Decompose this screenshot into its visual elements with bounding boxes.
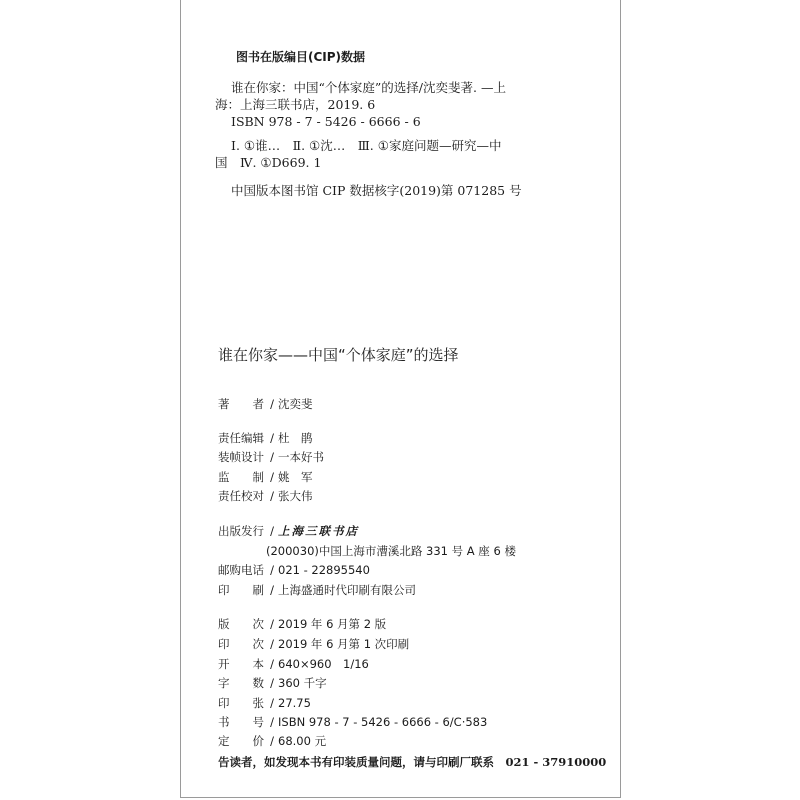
spec-row-price bbox=[218, 733, 326, 749]
spec-row-sheets bbox=[218, 695, 311, 711]
cip-line-title: 谁在你家：中国“个体家庭”的选择/沈奕斐著. —上 bbox=[231, 80, 506, 95]
row-label: 印 次 bbox=[218, 637, 264, 651]
phone-row bbox=[218, 562, 370, 578]
row-label: 印 刷 bbox=[218, 583, 264, 597]
row-value: 2019 年 6 月第 2 版 bbox=[278, 617, 387, 631]
row-label: 印 张 bbox=[218, 696, 264, 710]
row-label: 书 号 bbox=[218, 715, 264, 729]
row-label: 责任校对 bbox=[218, 489, 264, 503]
separator: / bbox=[270, 734, 274, 748]
cip-line-isbn: ISBN 978 - 7 - 5426 - 6666 - 6 bbox=[231, 114, 421, 129]
separator: / bbox=[270, 563, 274, 577]
author-row bbox=[218, 396, 313, 412]
cip-line-classification: 国 Ⅳ. ①D669. 1 bbox=[215, 155, 322, 170]
row-value: 27.75 bbox=[278, 696, 311, 710]
separator: / bbox=[270, 583, 274, 597]
staff-row-editor bbox=[218, 430, 313, 446]
separator: / bbox=[270, 397, 274, 411]
separator: / bbox=[270, 524, 274, 538]
row-label: 著 者 bbox=[218, 397, 264, 411]
staff-row-design bbox=[218, 449, 324, 465]
separator: / bbox=[270, 657, 274, 671]
row-label: 监 制 bbox=[218, 470, 264, 484]
spec-row-format bbox=[218, 656, 369, 672]
separator: / bbox=[270, 431, 274, 445]
staff-row-proofreader bbox=[218, 488, 313, 504]
separator: / bbox=[270, 450, 274, 464]
row-label: 出版发行 bbox=[218, 524, 264, 538]
printer-row bbox=[218, 582, 416, 598]
row-label: 邮购电话 bbox=[218, 563, 264, 577]
row-label: 开 本 bbox=[218, 657, 264, 671]
row-label: 装帧设计 bbox=[218, 450, 264, 464]
cip-heading: 图书在版编目(CIP)数据 bbox=[236, 50, 366, 64]
staff-row-supervisor bbox=[218, 469, 313, 485]
row-value: 640×960 1/16 bbox=[278, 657, 369, 671]
spec-row-word-count bbox=[218, 675, 327, 691]
book-title: 谁在你家——中国“个体家庭”的选择 bbox=[218, 346, 459, 364]
separator: / bbox=[270, 715, 274, 729]
row-label: 定 价 bbox=[218, 734, 264, 748]
printer-name: 上海盛通时代印刷有限公司 bbox=[278, 583, 416, 597]
publisher-logo-text: 上海三联书店 bbox=[278, 524, 359, 538]
row-value: 68.00 元 bbox=[278, 734, 327, 748]
row-value: 一本好书 bbox=[278, 450, 324, 464]
separator: / bbox=[270, 696, 274, 710]
spec-row-edition bbox=[218, 616, 386, 632]
separator: / bbox=[270, 637, 274, 651]
row-value: 杜 鹃 bbox=[278, 431, 313, 445]
publisher-address: (200030)中国上海市漕溪北路 331 号 A 座 6 楼 bbox=[266, 544, 516, 558]
separator: / bbox=[270, 617, 274, 631]
row-value: 张大伟 bbox=[278, 489, 313, 503]
row-label: 责任编辑 bbox=[218, 431, 264, 445]
row-value: ISBN 978 - 7 - 5426 - 6666 - 6/C·583 bbox=[278, 715, 488, 729]
mail-order-phone: 021 - 22895540 bbox=[278, 563, 370, 577]
row-value: 姚 军 bbox=[278, 470, 313, 484]
row-label: 版 次 bbox=[218, 617, 264, 631]
spec-row-isbn bbox=[218, 714, 487, 730]
cip-record-number: 中国版本图书馆 CIP 数据核字(2019)第 071285 号 bbox=[231, 183, 522, 198]
separator: / bbox=[270, 470, 274, 484]
separator: / bbox=[270, 676, 274, 690]
cip-line-subjects: Ⅰ. ①谁… Ⅱ. ①沈… Ⅲ. ①家庭问题—研究—中 bbox=[231, 138, 502, 153]
row-value: 360 千字 bbox=[278, 676, 327, 690]
row-label: 字 数 bbox=[218, 676, 264, 690]
publisher-row bbox=[218, 523, 359, 539]
author-name: 沈奕斐 bbox=[278, 397, 313, 411]
row-value: 2019 年 6 月第 1 次印刷 bbox=[278, 637, 410, 651]
separator: / bbox=[270, 489, 274, 503]
cip-line-publisher: 海：上海三联书店，2019. 6 bbox=[215, 97, 376, 112]
reader-notice: 告读者，如发现本书有印装质量问题，请与印刷厂联系 021 - 37910000 bbox=[218, 755, 607, 769]
spec-row-printing bbox=[218, 636, 409, 652]
